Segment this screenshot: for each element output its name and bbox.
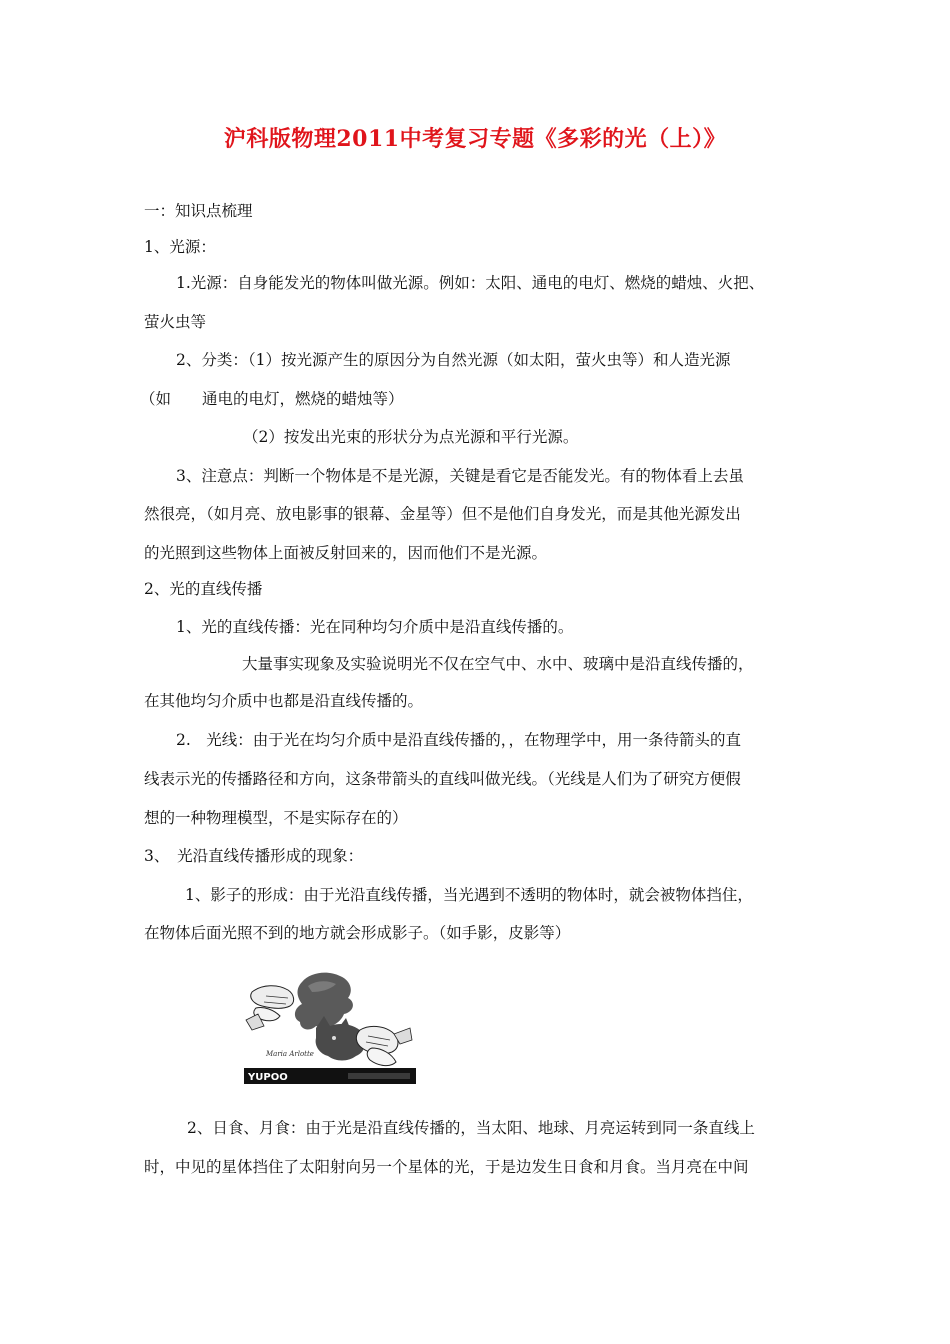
paragraph-line: 2. 光线：由于光在均匀介质中是沿直线传播的，，在物理学中，用一条待箭头的直 [176, 731, 742, 749]
document-title: 沪科版物理2011中考复习专题《多彩的光（上）》 [223, 126, 727, 152]
figure-signature: Maria Arlotte [266, 1050, 314, 1058]
section-heading: 一：知识点梳理 [144, 202, 253, 220]
paragraph-line: 1、光的直线传播：光在同种均匀介质中是沿直线传播的。 [176, 618, 574, 636]
subsection-heading: 3、 光沿直线传播形成的现象： [144, 847, 364, 865]
paragraph-line: 萤火虫等 [144, 313, 207, 331]
paragraph-line: 3、注意点：判断一个物体是不是光源，关键是看它是否能发光。有的物体看上去虽 [176, 467, 744, 485]
paragraph-line: 2、日食、月食：由于光是沿直线传播的，当太阳、地球、月亮运转到同一条直线上 [187, 1119, 755, 1137]
paragraph-line: 2、分类：（1）按光源产生的原因分为自然光源（如太阳，萤火虫等）和人造光源 [176, 351, 731, 369]
yupoo-logo: YUPOO [248, 1072, 288, 1083]
paragraph-line: 的光照到这些物体上面被反射回来的，因而他们不是光源。 [144, 544, 548, 562]
hand-shadow-illustration [244, 968, 416, 1084]
paragraph-line: 想的一种物理模型，不是实际存在的） [144, 809, 408, 827]
paragraph-line: 大量事实现象及实验说明光不仅在空气中、水中、玻璃中是沿直线传播的， [242, 655, 754, 673]
paragraph-line: 在物体后面光照不到的地方就会形成影子。（如手影，皮影等） [144, 924, 571, 942]
paragraph-line: 在其他均匀介质中也都是沿直线传播的。 [144, 692, 424, 710]
paragraph-line: 然很亮，（如月亮、放电影事的银幕、金星等）但不是他们自身发光，而是其他光源发出 [144, 505, 741, 523]
subsection-heading: 2、光的直线传播 [144, 580, 263, 598]
paragraph-line: （2）按发出光束的形状分为点光源和平行光源。 [243, 428, 579, 446]
subsection-heading: 1、光源： [144, 238, 216, 256]
paragraph-line: 时，中见的星体挡住了太阳射向另一个星体的光，于是边发生日食和月食。当月亮在中间 [144, 1158, 749, 1176]
paragraph-line: 线表示光的传播路径和方向，这条带箭头的直线叫做光线。（光线是人们为了研究方便假 [144, 770, 741, 788]
hand-shadow-figure [244, 968, 416, 1084]
paragraph-line: 1.光源：自身能发光的物体叫做光源。例如：太阳、通电的电灯、燃烧的蜡烛、火把、 [176, 274, 765, 292]
paragraph-line: （如 通电的电灯，燃烧的蜡烛等） [140, 390, 404, 408]
paragraph-line: 1、影子的形成：由于光沿直线传播，当光遇到不透明的物体时，就会被物体挡住， [185, 886, 753, 904]
